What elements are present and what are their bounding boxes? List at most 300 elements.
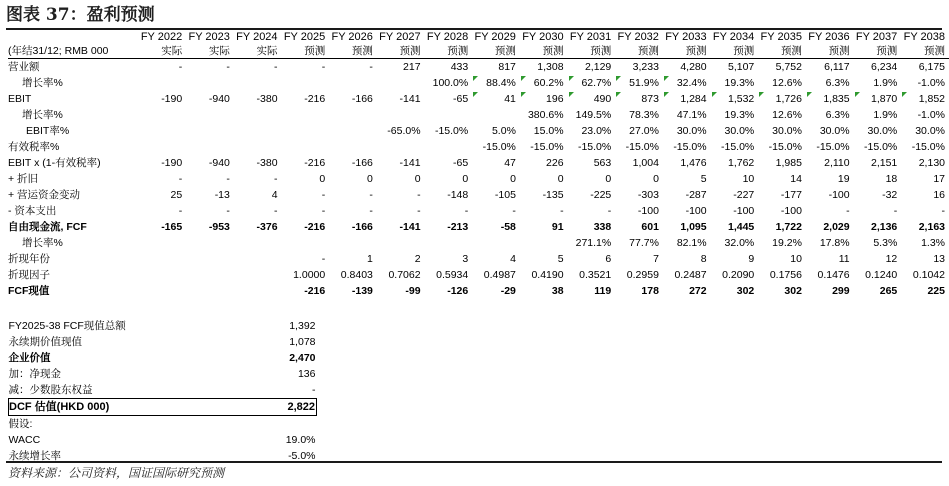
table-row <box>8 187 949 203</box>
forecast-body <box>8 59 949 300</box>
table-cell: 3,233 <box>632 61 659 73</box>
table-cell: - <box>846 205 850 217</box>
table-cell: -100 <box>828 189 850 201</box>
table-cell: 0.1240 <box>865 269 898 281</box>
table-cell <box>234 123 282 139</box>
table-cell: 178 <box>641 285 659 297</box>
table-cell: 12.6% <box>772 109 802 121</box>
table-cell: -303 <box>637 189 659 201</box>
table-cell: 6,117 <box>824 61 850 73</box>
table-cell: -29 <box>500 285 516 297</box>
table-cell: 32.0% <box>724 237 755 249</box>
table-cell: - <box>607 205 612 217</box>
table-cell: 2 <box>414 253 421 265</box>
table-cell <box>472 235 520 251</box>
year-header: FY 2030 <box>522 31 564 43</box>
table-cell: 14 <box>790 173 802 185</box>
table-cell: 2,029 <box>823 221 850 233</box>
table-cell: 23.0% <box>581 125 612 137</box>
table-cell <box>139 75 187 91</box>
table-cell: -166 <box>351 157 373 169</box>
table-cell: 0.2487 <box>674 269 707 281</box>
table-cell: 12 <box>885 253 898 265</box>
table-cell: -100 <box>780 205 802 217</box>
row-label: + 营运资金变动 <box>8 189 81 201</box>
table-cell <box>520 235 568 251</box>
table-cell: -65 <box>453 93 469 105</box>
table-cell: - <box>893 205 898 217</box>
table-row <box>8 171 949 187</box>
table-cell <box>329 123 377 139</box>
table-cell: 0.7062 <box>388 269 421 281</box>
table-cell: 6,175 <box>918 61 945 73</box>
table-cell: 6.3% <box>825 109 850 121</box>
dcf-label: 减：少数股东权益 <box>8 384 93 396</box>
year-header: FY 2027 <box>379 31 421 43</box>
dcf-value: -5.0% <box>288 450 316 462</box>
table-cell <box>377 235 425 251</box>
year-header: FY 2024 <box>236 31 278 43</box>
table-cell: 51.9% <box>615 75 663 91</box>
table-cell: - <box>369 61 373 73</box>
row-label: FCF现值 <box>8 285 50 297</box>
table-cell: 30.0% <box>819 125 850 137</box>
dcf-value: 1,078 <box>289 336 316 348</box>
table-cell <box>234 283 282 299</box>
table-cell <box>377 75 425 91</box>
table-cell: -166 <box>351 93 373 105</box>
table-cell: 271.1% <box>575 237 612 249</box>
table-cell: -99 <box>405 285 421 297</box>
table-cell: - <box>560 205 564 217</box>
table-cell: - <box>321 205 326 217</box>
table-cell <box>329 107 377 123</box>
table-cell: 60.2% <box>520 75 568 91</box>
table-cell <box>377 107 425 123</box>
table-cell: 19 <box>837 173 850 185</box>
table-cell <box>139 251 187 267</box>
table-cell <box>186 123 234 139</box>
table-row <box>8 203 949 219</box>
table-cell: -141 <box>399 93 421 105</box>
table-cell: 1,476 <box>680 157 707 169</box>
table-cell: -166 <box>351 221 373 233</box>
table-cell: 601 <box>641 221 659 233</box>
table-cell <box>329 235 377 251</box>
table-cell: -940 <box>208 93 230 105</box>
table-cell <box>282 235 330 251</box>
row-label: EBIT x (1-有效税率) <box>8 157 101 169</box>
row-label: 折现年份 <box>8 253 50 265</box>
dcf-value: 2,470 <box>289 352 316 364</box>
table-cell <box>425 235 473 251</box>
table-cell: 2,136 <box>871 221 898 233</box>
year-header: FY 2032 <box>617 31 659 43</box>
year-type-header: 预测 <box>854 44 902 59</box>
table-cell: 82.1% <box>676 237 707 249</box>
table-cell: -216 <box>304 285 326 297</box>
table-cell: 27.0% <box>629 125 659 137</box>
table-cell: 13 <box>933 253 945 265</box>
table-cell: 6,234 <box>871 61 898 73</box>
dcf-label: 加：净现金 <box>8 368 61 380</box>
table-cell: 226 <box>546 157 564 169</box>
table-cell: 1,985 <box>775 157 802 169</box>
table-cell: 1.0000 <box>293 269 326 281</box>
year-type-header: 预测 <box>282 44 330 59</box>
table-cell: -190 <box>161 157 183 169</box>
table-cell: 299 <box>832 285 850 297</box>
table-cell: 0.1476 <box>817 269 850 281</box>
table-cell: 0.1756 <box>769 269 802 281</box>
table-cell <box>139 123 187 139</box>
table-cell: -135 <box>542 189 564 201</box>
table-row <box>8 283 949 299</box>
table-cell <box>425 107 473 123</box>
table-cell: 1,532 <box>711 91 759 107</box>
table-cell: 10 <box>790 253 802 265</box>
table-cell: 0 <box>605 173 612 185</box>
table-cell: 302 <box>784 285 802 297</box>
table-row <box>8 59 949 76</box>
table-cell: - <box>226 173 230 185</box>
table-cell: 0.4190 <box>531 269 564 281</box>
table-row <box>8 235 949 251</box>
table-row <box>8 139 949 155</box>
dcf-row <box>9 416 317 433</box>
table-cell: 19.3% <box>724 77 755 89</box>
table-cell: -15.0% <box>720 141 755 153</box>
year-header: FY 2031 <box>569 31 612 43</box>
table-cell: 30.0% <box>915 125 945 137</box>
table-cell: - <box>178 61 183 73</box>
table-row <box>8 123 949 139</box>
table-cell: 5.3% <box>873 237 898 249</box>
table-cell: -953 <box>208 221 230 233</box>
table-cell <box>234 139 282 155</box>
table-cell: 1,762 <box>727 157 755 169</box>
table-cell: 0 <box>414 173 421 185</box>
table-cell: 12.6% <box>772 77 802 89</box>
table-cell: 19.2% <box>772 237 802 249</box>
table-cell: -15.0% <box>768 141 802 153</box>
dcf-row <box>9 334 317 350</box>
table-cell: - <box>226 205 230 217</box>
table-cell: -15.0% <box>911 141 945 153</box>
year-type-header: 预测 <box>758 44 806 59</box>
table-cell: -380 <box>256 93 278 105</box>
table-cell: -105 <box>494 189 516 201</box>
table-cell: 5,752 <box>775 61 802 73</box>
table-cell: 5.0% <box>491 125 516 137</box>
table-cell: -15.0% <box>482 141 516 153</box>
table-cell: - <box>226 61 230 73</box>
row-label: + 折旧 <box>8 173 39 185</box>
table-cell: 32.4% <box>663 75 711 91</box>
table-cell <box>425 139 473 155</box>
table-cell: 6 <box>605 253 612 265</box>
table-cell: 62.7% <box>568 75 616 91</box>
table-cell: 1,722 <box>775 221 802 233</box>
table-cell <box>282 123 330 139</box>
figure-title: 图表 37：盈利预测 <box>6 5 155 25</box>
table-cell: - <box>417 205 421 217</box>
table-cell: -940 <box>208 157 230 169</box>
table-row <box>8 155 949 171</box>
table-cell: 1,445 <box>727 221 755 233</box>
table-cell: -65.0% <box>387 125 421 137</box>
table-cell: 4 <box>510 253 516 265</box>
table-cell: 30.0% <box>772 125 802 137</box>
table-cell: -15.0% <box>816 141 850 153</box>
row-label: EBIT <box>8 93 32 105</box>
table-cell: -141 <box>399 157 421 169</box>
table-cell: 217 <box>403 61 421 73</box>
table-cell <box>234 251 282 267</box>
table-cell: 1,726 <box>758 91 806 107</box>
table-cell <box>186 283 234 299</box>
table-cell: 196 <box>520 91 568 107</box>
table-cell: -65 <box>453 157 469 169</box>
table-cell: 1 <box>367 253 373 265</box>
table-cell: 7 <box>653 253 659 265</box>
table-cell: 0 <box>367 173 373 185</box>
dcf-label: 企业价值 <box>8 352 51 364</box>
table-cell: 0 <box>557 173 564 185</box>
table-cell: 18 <box>885 173 898 185</box>
table-cell: -376 <box>256 221 278 233</box>
table-cell: 4 <box>271 189 278 201</box>
table-cell: - <box>178 173 183 185</box>
table-cell: 2,163 <box>918 221 945 233</box>
table-cell: 47 <box>504 157 516 169</box>
dcf-label: FY2025-38 FCF现值总额 <box>8 320 126 332</box>
table-cell: 88.4% <box>472 75 520 91</box>
unit-label: (年结31/12; RMB 000 <box>8 44 139 59</box>
table-cell: 5 <box>557 253 564 265</box>
table-cell: 30.0% <box>724 125 755 137</box>
dcf-row <box>9 382 317 399</box>
source-note: 资料来源：公司资料，国证国际研究预测 <box>8 466 225 480</box>
row-label: 增长率% <box>22 77 63 89</box>
table-cell: 0.2959 <box>626 269 659 281</box>
table-cell <box>329 139 377 155</box>
table-cell: 1,870 <box>854 91 902 107</box>
table-cell: -100 <box>733 205 755 217</box>
year-header: FY 2035 <box>760 31 802 43</box>
year-type-header: 预测 <box>329 44 377 59</box>
dcf-summary-body <box>9 318 317 464</box>
table-cell <box>234 75 282 91</box>
table-cell: - <box>941 205 945 217</box>
table-cell: -177 <box>780 189 802 201</box>
table-cell <box>329 75 377 91</box>
dcf-label: 永续期价值现值 <box>8 336 82 348</box>
table-cell <box>282 75 330 91</box>
table-cell: -58 <box>500 221 516 233</box>
table-cell <box>139 139 187 155</box>
table-cell: -15.0% <box>673 141 707 153</box>
table-cell: - <box>464 205 469 217</box>
table-cell: - <box>178 205 183 217</box>
year-type-header: 预测 <box>377 44 425 59</box>
table-cell: -139 <box>351 285 373 297</box>
table-cell <box>139 235 187 251</box>
table-cell: 3 <box>462 253 469 265</box>
table-cell: - <box>512 205 516 217</box>
table-cell: -380 <box>256 157 278 169</box>
dcf-label: DCF 估值(HKD 000) <box>9 399 239 416</box>
table-row <box>8 75 949 91</box>
table-cell: 873 <box>615 91 663 107</box>
table-cell: 338 <box>593 221 612 233</box>
table-cell <box>377 139 425 155</box>
table-cell: 30.0% <box>867 125 898 137</box>
year-header: FY 2023 <box>188 31 230 43</box>
year-header: FY 2038 <box>903 31 945 43</box>
year-header: FY 2034 <box>712 31 755 43</box>
year-type-header: 预测 <box>901 44 949 59</box>
dcf-value: 19.0% <box>285 434 316 446</box>
table-cell: 0 <box>653 173 659 185</box>
table-cell: 563 <box>593 157 612 169</box>
year-header: FY 2037 <box>855 31 898 43</box>
table-cell: -1.0% <box>917 77 945 89</box>
dcf-summary-table <box>8 318 317 464</box>
table-cell: -15.0% <box>530 141 564 153</box>
table-cell <box>186 75 234 91</box>
table-cell: 17 <box>933 173 945 185</box>
table-cell: 0 <box>319 173 326 185</box>
table-cell: -15.0% <box>625 141 659 153</box>
year-header: FY 2036 <box>808 31 850 43</box>
table-cell: 6.3% <box>825 77 850 89</box>
table-cell: - <box>369 205 373 217</box>
table-cell: - <box>321 189 326 201</box>
year-type-header: 预测 <box>520 44 568 59</box>
table-cell: -213 <box>447 221 469 233</box>
table-cell: 302 <box>736 285 755 297</box>
dcf-label: 永续增长率 <box>8 450 61 462</box>
table-cell: 78.3% <box>629 109 659 121</box>
table-cell: 11 <box>838 253 850 265</box>
table-cell: 19.3% <box>724 109 755 121</box>
year-type-header: 预测 <box>806 44 854 59</box>
table-cell: - <box>274 205 278 217</box>
table-cell <box>472 107 520 123</box>
table-cell: 77.7% <box>629 237 659 249</box>
table-cell: -100 <box>685 205 707 217</box>
table-cell: -148 <box>447 189 469 201</box>
table-cell: 817 <box>498 61 516 73</box>
dcf-value <box>239 416 317 433</box>
table-cell: -216 <box>304 157 326 169</box>
table-row <box>8 219 949 235</box>
year-type-header: 预测 <box>425 44 473 59</box>
header-years-row <box>8 30 949 44</box>
bottom-rule <box>6 461 942 463</box>
table-cell: 38 <box>551 285 564 297</box>
table-cell: 380.6% <box>527 109 564 121</box>
year-header: FY 2028 <box>426 31 469 43</box>
row-label: 增长率% <box>22 237 63 249</box>
table-cell <box>186 139 234 155</box>
table-cell: -287 <box>685 189 707 201</box>
dcf-row <box>9 366 317 382</box>
table-cell: 15.0% <box>533 125 564 137</box>
row-label: EBIT率% <box>26 125 70 137</box>
row-label: 营业额 <box>8 61 40 73</box>
year-type-header: 实际 <box>186 44 234 59</box>
table-cell: 2,130 <box>918 157 945 169</box>
table-row <box>8 107 949 123</box>
table-cell: 1,308 <box>537 61 564 73</box>
table-cell: 1,835 <box>806 91 854 107</box>
header-corner <box>8 30 139 44</box>
table-cell: 149.5% <box>575 109 612 121</box>
table-cell: -15.0% <box>577 141 612 153</box>
year-type-header: 预测 <box>615 44 663 59</box>
table-cell: 1,004 <box>632 157 659 169</box>
year-header: FY 2033 <box>665 31 707 43</box>
dcf-row <box>9 350 317 366</box>
table-cell: 2,129 <box>584 61 612 73</box>
table-cell: 433 <box>450 61 469 73</box>
table-cell: 1,852 <box>901 91 949 107</box>
dcf-value: 136 <box>297 368 316 380</box>
dcf-value: 2,822 <box>239 399 317 416</box>
table-cell: 1,284 <box>663 91 711 107</box>
year-type-header: 实际 <box>139 44 187 59</box>
row-label: 有效税率% <box>8 141 60 153</box>
forecast-table <box>8 30 949 299</box>
table-cell: -216 <box>304 221 326 233</box>
table-cell: 0.1042 <box>912 269 945 281</box>
table-cell <box>186 107 234 123</box>
table-cell: - <box>321 61 326 73</box>
year-header: FY 2026 <box>331 31 373 43</box>
table-cell: 0.2090 <box>722 269 755 281</box>
table-cell: 25 <box>170 189 183 201</box>
table-cell <box>139 283 187 299</box>
table-cell: -100 <box>637 205 659 217</box>
table-cell: 119 <box>594 285 612 297</box>
table-cell: -190 <box>161 93 183 105</box>
table-row <box>8 267 949 283</box>
table-cell: 91 <box>551 221 564 233</box>
table-cell: -15.0% <box>434 125 469 137</box>
row-label: 自由现金流, FCF <box>8 221 87 233</box>
table-cell: 0.8403 <box>340 269 373 281</box>
table-cell: 0.5934 <box>436 269 469 281</box>
table-cell: 16 <box>933 189 945 201</box>
table-cell: 272 <box>689 285 707 297</box>
table-cell <box>282 107 330 123</box>
table-cell <box>186 235 234 251</box>
table-cell: -165 <box>161 221 183 233</box>
table-cell: 1.9% <box>873 77 898 89</box>
table-row <box>8 251 949 267</box>
year-type-header: 预测 <box>472 44 520 59</box>
table-row <box>8 91 949 107</box>
table-cell: -227 <box>733 189 755 201</box>
year-header: FY 2022 <box>140 31 183 43</box>
table-cell: 2,110 <box>824 157 850 169</box>
table-cell: - <box>321 253 326 265</box>
table-cell: -141 <box>399 221 421 233</box>
table-cell: 2,151 <box>871 157 898 169</box>
year-type-header: 预测 <box>663 44 711 59</box>
